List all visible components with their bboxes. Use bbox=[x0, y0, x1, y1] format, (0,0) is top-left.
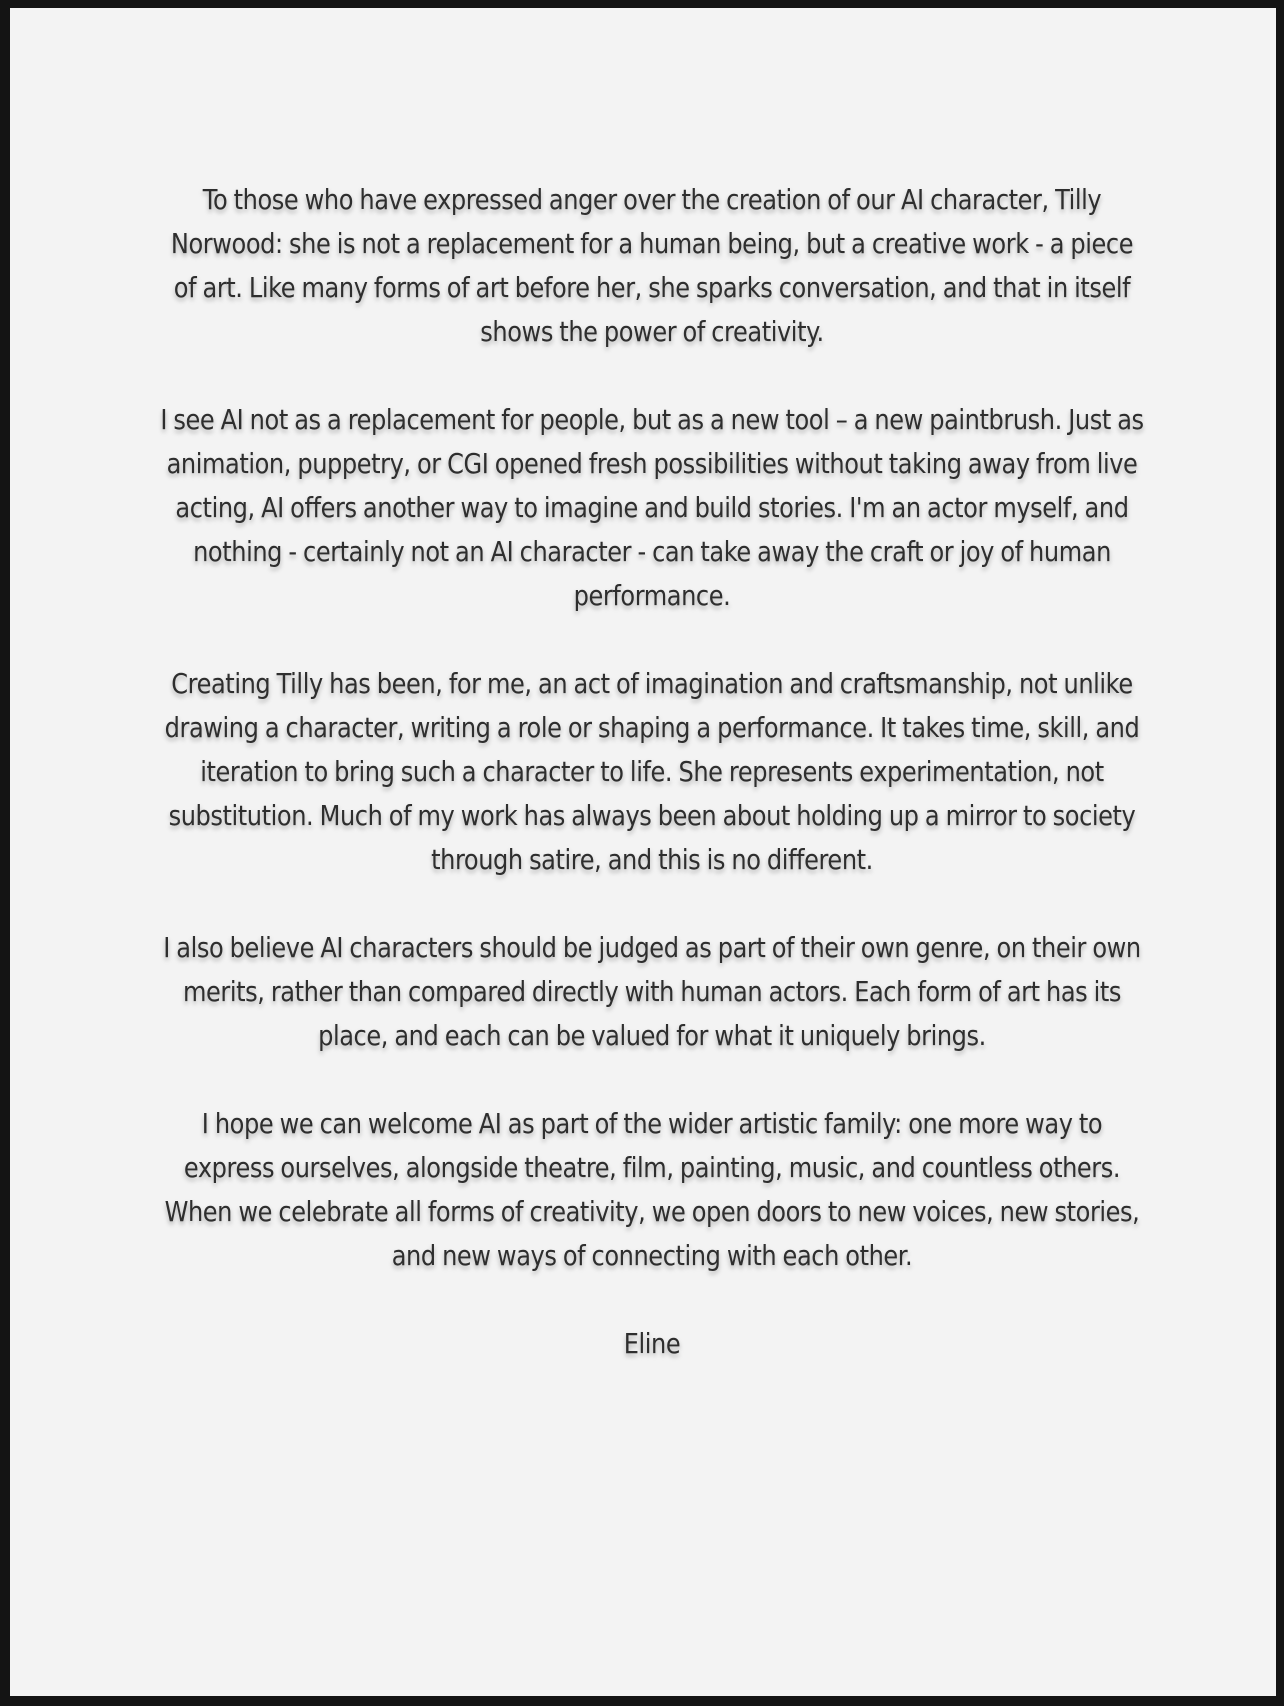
bottom-edge bbox=[0, 1698, 1284, 1706]
paragraph-3: Creating Tilly has been, for me, an act of imagination and craftsmanship, not unlike drawing a character, writing a role or shaping a performance. It takes time, skill, and iteration to bring such a character to life. She represents experimentation, not substitution. Much of my work has always been about holding up a mirror to society through satire, and this is no different. bbox=[164, 667, 1140, 876]
paragraph-2: I see AI not as a replacement for people, but as a new tool – a new paintbrush. Just as animation, puppetry, or CGI opened fresh possibilities without taking away from live acting, AI offers another way to imagine and build stories. I'm an actor myself, and nothing - certainly not an AI character - can take away the craft or joy of human performance. bbox=[160, 403, 1144, 612]
statement-text bbox=[160, 178, 1144, 1366]
paragraph-5: I hope we can welcome AI as part of the wider artistic family: one more way to express ourselves, alongside theatre, film, painting, music, and countless others. When we celebrate all forms of creativity, we open doors to new voices, new stories, and new ways of connecting with each other. bbox=[164, 1107, 1140, 1272]
paragraph-1: To those who have expressed anger over the creation of our AI character, Tilly Norwood: she is not a replacement for a human being, but a creative work - a piece of art. Like many forms of art before her, she sparks conversation, and that in itself shows the power of creativity. bbox=[170, 183, 1134, 348]
paragraph-4: I also believe AI characters should be judged as part of their own genre, on their own merits, rather than compared directly with human actors. Each form of art has its place, and each can be valued for what it uniquely brings. bbox=[163, 931, 1141, 1052]
signature: Eline bbox=[623, 1327, 681, 1360]
statement-card bbox=[10, 8, 1276, 1696]
